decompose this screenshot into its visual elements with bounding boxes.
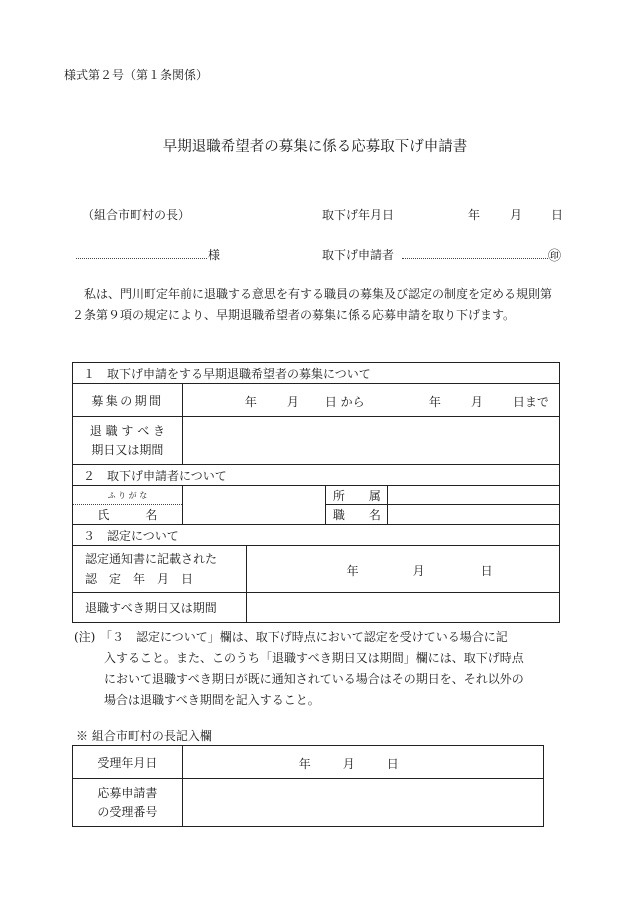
section1-heading: １ 取下げ申請をする早期退職希望者の募集について — [73, 363, 560, 384]
retirement-date-label-line2: 期日又は期間 — [91, 442, 164, 457]
note-line-2: 入すること。また、このうち「退職すべき期日又は期間」欄には、取下げ時点 — [104, 651, 524, 665]
furigana-label: ふ り が な — [73, 486, 183, 505]
certified-day: 日 — [480, 564, 493, 578]
certified-date-label — [73, 546, 247, 593]
certified-date-field[interactable] — [246, 546, 559, 593]
section3-heading: ３ 認定について — [73, 525, 560, 546]
recruitment-period-field[interactable] — [182, 384, 559, 417]
position-field[interactable] — [388, 505, 560, 525]
receipt-number-label — [73, 779, 183, 827]
addressee-label: （組合市町村の長） — [82, 208, 191, 222]
period-month: 月 — [286, 395, 299, 409]
period-day-until: 日まで — [512, 395, 549, 409]
retirement-date-field[interactable] — [182, 417, 559, 465]
certified-date-label-line2: 認 定 年 月 日 — [85, 572, 194, 586]
note-prefix: (注) — [74, 630, 96, 644]
receipt-number-field[interactable] — [182, 779, 543, 827]
note-line-3: において退職すべき期日が既に通知されている場合はその期日を、それ以外の — [104, 672, 524, 686]
seal-mark: ㊞ — [548, 249, 562, 264]
position-label: 職 名 — [326, 505, 388, 525]
applicant-label: 取下げ申請者 — [322, 248, 395, 262]
certified-date-label-line1: 認定通知書に記載された — [85, 552, 218, 566]
form-number: 様式第２号（第１条関係） — [64, 68, 209, 82]
section2-heading: ２ 取下げ申請者について — [73, 465, 560, 486]
note-line-1: 「３ 認定について」欄は、取下げ時点において認定を受けている場合に記 — [100, 630, 508, 644]
receipt-number-label-line2: の受理番号 — [97, 804, 158, 819]
note-block — [74, 627, 560, 711]
certified-year: 年 — [346, 564, 359, 578]
received-date-label: 受理年月日 — [73, 746, 183, 779]
addressee-blank-line[interactable] — [76, 244, 207, 259]
retirement-date-label — [73, 417, 183, 465]
period-year: 年 — [244, 395, 257, 409]
received-year: 年 — [298, 757, 311, 771]
certified-month: 月 — [412, 564, 425, 578]
period-month-2: 月 — [470, 395, 483, 409]
certified-retirement-field[interactable] — [246, 593, 559, 623]
received-date-field[interactable] — [182, 746, 543, 779]
affiliation-field[interactable] — [388, 486, 560, 505]
received-day: 日 — [386, 757, 399, 771]
retirement-date-label-line1: 退 職 す べ き — [89, 423, 166, 438]
office-use-table — [72, 745, 544, 827]
name-label: 氏 名 — [73, 505, 183, 525]
withdrawal-year: 年 — [468, 208, 481, 222]
period-day-from: 日 から — [324, 395, 365, 409]
received-month: 月 — [342, 757, 355, 771]
certified-retirement-label: 退職すべき期日又は期間 — [73, 593, 247, 623]
name-field[interactable] — [182, 486, 326, 525]
withdrawal-month: 月 — [510, 208, 523, 222]
period-year-2: 年 — [428, 395, 441, 409]
page-title: 早期退職希望者の募集に係る応募取下げ申請書 — [162, 139, 468, 155]
declaration-paragraph: 私は、門川町定年前に退職する意思を有する職員の募集及び認定の制度を定める規則第２条第９項の規定により、早期退職希望者の募集に係る応募申請を取り下げます。 — [72, 287, 553, 322]
recruitment-period-label: 募集の期間 — [73, 384, 183, 417]
application-table — [72, 362, 560, 623]
note-line-4: 場合は退職すべき期間を記入すること。 — [104, 693, 320, 707]
receipt-number-label-line1: 応募申請書 — [97, 785, 158, 800]
applicant-blank-line[interactable] — [402, 244, 548, 259]
withdrawal-day: 日 — [551, 208, 564, 222]
affiliation-label: 所 属 — [326, 486, 388, 505]
office-use-heading: ※ 組合市町村の長記入欄 — [76, 729, 212, 743]
addressee-honorific: 様 — [208, 248, 221, 262]
withdrawal-date-label: 取下げ年月日 — [322, 208, 395, 222]
